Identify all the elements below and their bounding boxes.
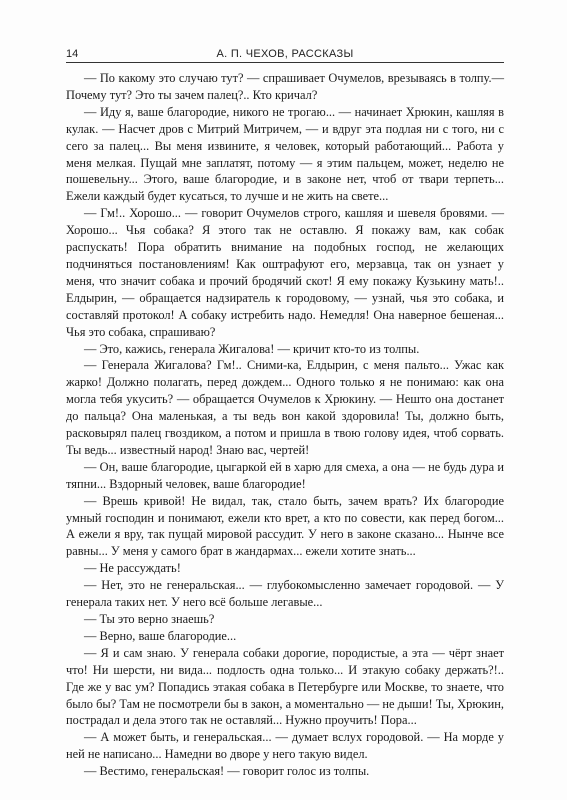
paragraph: — Нет, это не генеральская... — глубокомысленно замечает городовой. — У генерала таких нет. У него всё больше легавые...	[66, 578, 504, 610]
paragraph: — Он, ваше благородие, цыгаркой ей в харю для смеха, а она — не будь дура и тяпни... Вздорный человек, ваше благородие!	[66, 459, 504, 491]
paragraph: — Не рассуждать!	[84, 561, 181, 576]
paragraph: — Верно, ваше благородие...	[84, 628, 237, 643]
paragraph: — Вестимо, генеральская! — говорит голос из толпы.	[84, 764, 370, 779]
header-rule	[66, 62, 504, 63]
page-number: 14	[66, 48, 79, 60]
page-header	[66, 44, 504, 62]
paragraph: — Иду я, ваше благородие, никого не трогаю... — начинает Хрюкин, кашляя в кулак. — Насчет дров с Митрий Митричем, — и вдруг эта подлая ни с того, ни с сего за палец... Вы меня извините, я человек, который работающий... Работа у меня мелкая. Пущай мне заплатят, потому — я этим пальцем, может, неделю не пошевельну... Этого, ваше благородие, и в законе нет, чтоб от твари терпеть... Ежели каждый будет кусаться, то лучше и не жить на свете...	[66, 104, 504, 204]
paragraph: — Это, кажись, генерала Жигалова! — кричит кто-то из толпы.	[84, 341, 420, 356]
running-title: А. П. ЧЕХОВ, РАССКАЗЫ	[216, 48, 354, 60]
paragraph: — Ты это верно знаешь?	[84, 612, 215, 626]
paragraph: — По какому это случаю тут? — спрашивает Очумелов, врезываясь в толпу.— Почему тут? Это ты зачем палец?.. Кто кричал?	[66, 71, 504, 102]
paragraph: — Гм!.. Хорошо... — говорит Очумелов строго, кашляя и шевеля бровями. — Хорошо... Чья собака? Я этого так не оставлю. Я покажу вам, как собак распускать! Пора обратить внимание на подобных господ, не желающих подчиняться постановлениям! Как оштрафуют его, мерзавца, так он узнает у меня, что значит собака и прочий бродячий скот! Я ему покажу Кузькину мать!.. Елдырин, — обращается надзиратель к городовому, — узнай, чья это собака, и составляй протокол! А собаку истребить надо. Немедля! Она наверное бешеная... Чья это собака, спрашиваю?	[66, 206, 504, 339]
page-body	[66, 70, 504, 780]
paragraph: — Я и сам знаю. У генерала собаки дорогие, породистые, а эта — чёрт знает что! Ни шерсти, ни вида... подлость одна только... И этакую собаку держать?!.. Где же у вас ум? Попадись этакая собака в Петербурге или Москве, то знаете, что было бы? Там не посмотрели бы в закон, а моментально — не дыши! Ты, Хрюкин, пострадал и дела этого так не оставляй... Нужно проучить! Пора...	[66, 645, 504, 728]
paragraph: — Врешь кривой! Не видал, так, стало быть, зачем врать? Их благородие умный господин и понимают, ежели кто врет, а кто по совести, как перед богом... А ежели я вру, так пущай мировой рассудит. У него в законе сказано... Нынче все равны... У меня у самого брат в жандармах... ежели хотите знать...	[66, 493, 504, 559]
paragraph: — А может быть, и генеральская... — думает вслух городовой. — На морде у ней не написано... Намедни во дворе у него такую видел.	[66, 730, 504, 762]
paragraph: — Генерала Жигалова? Гм!.. Сними-ка, Елдырин, с меня пальто... Ужас как жарко! Должно полагать, перед дождем... Одного только я не понимаю: как она могла тебя укусить? — обращается Очумелов к Хрюкину. — Нешто она достанет до пальца? Она маленькая, а ты ведь вон какой здоровила! Ты, должно быть, расковырял палец гвоздиком, а потом и пришла в твою голову идея, чтоб сорвать. Ты ведь... известный народ! Знаю вас, чертей!	[66, 358, 504, 457]
